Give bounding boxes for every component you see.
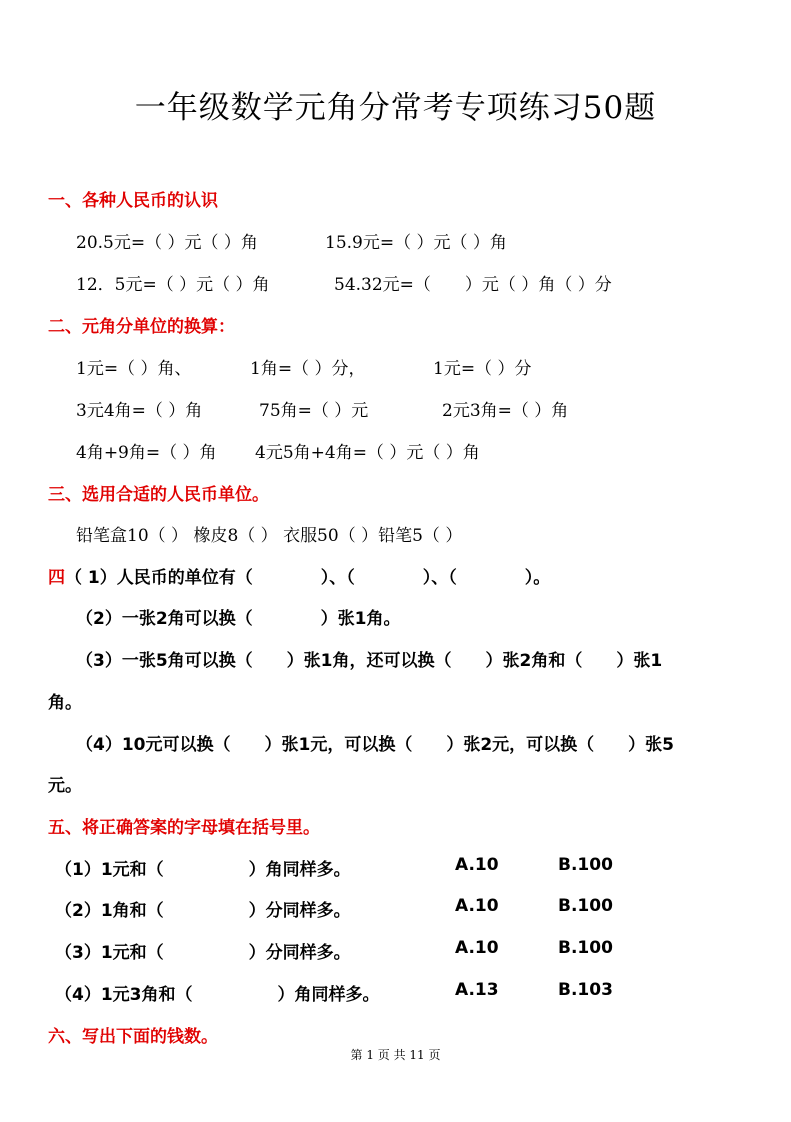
s5-option-a-2: A.10	[455, 896, 499, 916]
s1-question-2: 15.9元=（ ）元（ ）角	[325, 233, 507, 253]
section-5-heading: 五、将正确答案的字母填在括号里。	[48, 818, 320, 838]
s2-question-5: 75角=（ ）元	[259, 401, 369, 421]
section-3-heading: 三、选用合适的人民币单位。	[48, 485, 269, 505]
s5-question-1: （1）1元和（ ）角同样多。	[55, 860, 351, 880]
s4-question-3-continued: 角。	[48, 693, 82, 713]
section-6-heading: 六、写出下面的钱数。	[48, 1027, 218, 1047]
s4-question-2: （2）一张2角可以换（ ）张1角。	[76, 609, 401, 629]
s2-question-4: 3元4角=（ ）角	[76, 401, 203, 421]
s4-question-4: （4）10元可以换（ ）张1元，可以换（ ）张2元，可以换（ ）张5	[76, 735, 674, 755]
s2-question-2: 1角=（ ）分，	[250, 359, 366, 379]
s1-question-4: 54.32元=（ ）元（ ）角（ ）分	[334, 275, 612, 295]
s5-option-a-4: A.13	[455, 980, 499, 1000]
section-2-heading: 二、元角分单位的换算：	[48, 317, 235, 337]
s2-question-6: 2元3角=（ ）角	[442, 401, 569, 421]
s4-question-3: （3）一张5角可以换（ ）张1角，还可以换（ ）张2角和（ ）张1	[76, 651, 663, 671]
s5-option-a-1: A.10	[455, 855, 499, 875]
s5-option-a-3: A.10	[455, 938, 499, 958]
s2-question-8: 4元5角+4角=（ ）元（ ）角	[255, 443, 480, 463]
s1-question-3: 12．5元=（ ）元（ ）角	[76, 275, 270, 295]
page-footer: 第 1 页 共 11 页	[350, 1048, 441, 1062]
s5-option-b-4: B.103	[558, 980, 613, 1000]
section-4-question-1	[48, 563, 550, 588]
s3-question-1: 铅笔盒10（ ） 橡皮8（ ） 衣服50（ ）铅笔5（ ）	[76, 526, 463, 546]
page-title: 一年级数学元角分常考专项练习50题	[134, 90, 657, 126]
s5-question-4: （4）1元3角和（ ）角同样多。	[55, 985, 380, 1005]
s4-question-4-continued: 元。	[48, 776, 82, 796]
s5-option-b-2: B.100	[558, 896, 613, 916]
s4-question-1-text: （ 1）人民币的单位有（ ）、（ ）、（ ）。	[65, 568, 551, 588]
s2-question-7: 4角+9角=（ ）角	[76, 443, 217, 463]
s1-question-1: 20.5元=（ ）元（ ）角	[76, 233, 258, 253]
s2-question-1: 1元=（ ）角、	[76, 359, 192, 379]
s5-option-b-1: B.100	[558, 855, 613, 875]
s5-question-2: （2）1角和（ ）分同样多。	[55, 901, 351, 921]
s5-option-b-3: B.100	[558, 938, 613, 958]
s2-question-3: 1元=（ ）分	[433, 359, 532, 379]
section-4-number: 四	[48, 568, 65, 588]
s5-question-3: （3）1元和（ ）分同样多。	[55, 943, 351, 963]
section-1-heading: 一、各种人民币的认识	[48, 191, 218, 211]
